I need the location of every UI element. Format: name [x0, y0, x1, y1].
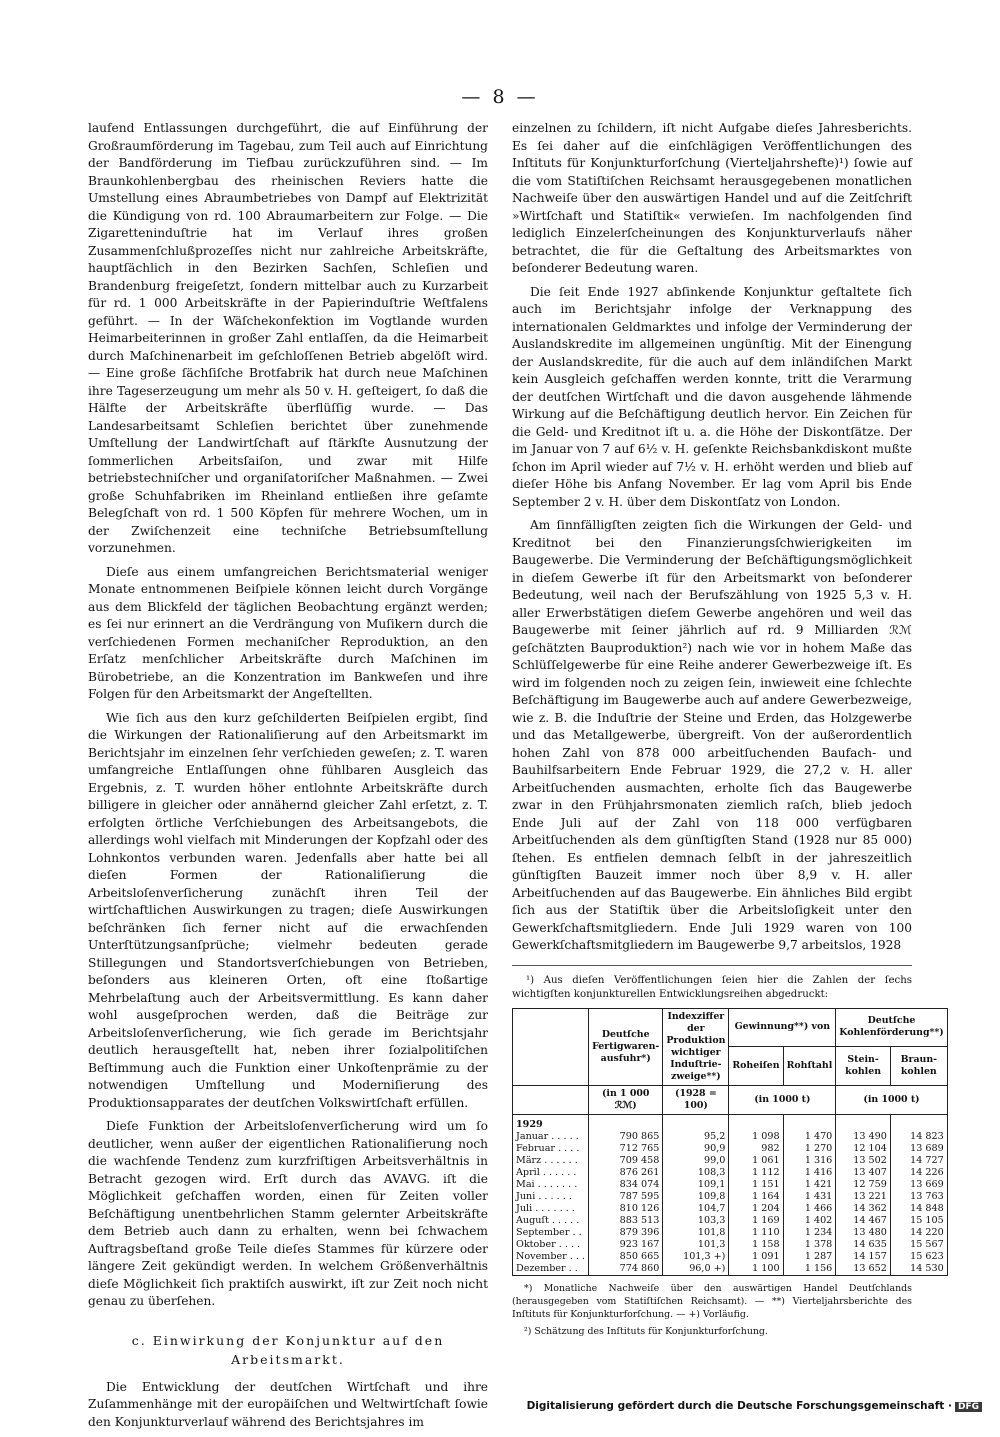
table-cell-rohstahl: 1 402	[783, 1215, 836, 1227]
footnotes	[512, 965, 944, 1338]
left-paragraph-1: laufend Entlassungen durchgeführt, die auf Einführung der Großraumförderung im Tagebau, zum Teil auch auf Einrichtung der Bandförderung im Tiefbau zurückzuführen sind. — Im Braunkohlenbergbau des rheinischen Reviers hatte die Umstellung eines Abraumbetriebes von Dampf auf Elektrizität die Kündigung von rd. 100 Abraumarbeitern zur Folge. — Die Zigaretteninduſtrie hat im Verlauf ihres großen Zusammenſchlußprozeſſes nicht nur zahlreiche Arbeitskräfte, hauptſächlich in den Bezirken Sachſen, Schleſien und Brandenburg freigeſetzt, ſondern mittelbar auch zu Kurzarbeit für rd. 1 000 Arbeitskräfte in der Papierinduſtrie Weſtfalens geführt. — In der Wäſchekonfektion im Vogtlande wurden Heimarbeiterinnen in großer Zahl entlaſſen, da die Heimarbeit durch Maſchinenarbeit im geſchloſſenen Betrieb abgelöſt wird. — Eine große ſächſiſche Brotfabrik hat durch neue Maſchinen ihre Tageserzeugung um mehr als 50 v. H. geſteigert, ſo daß die Hälfte der Arbeitskräfte überflüſſig wurde. — Das Landesarbeitsamt Schleſien berichtet über zunehmende Umſtellung der Landwirtſchaft auf ſtärkſte Ausnutzung der ſommerlichen Arbeitsſaiſon, und zwar mit Hilfe betriebstechniſcher und organiſatoriſcher Maßnahmen. — Zwei große Schuhfabriken im Rheinland entließen ihre geſamte Belegſchaft von rd. 1 500 Köpfen für mehrere Wochen, um in der Zwiſchenzeit eine techniſche Betriebsumſtellung vorzunehmen.	[88, 121, 488, 555]
table-cell-month: April . . . . . .	[513, 1167, 589, 1179]
unit-corner	[513, 1085, 589, 1114]
table-cell-roheisen: 1 169	[729, 1215, 783, 1227]
footnote-1: ¹) Aus dieſen Veröffentlichungen ſeien hier die Zahlen der ſechs wichtigſten konjunkturellen Entwicklungsreihen abgedruckt:	[512, 974, 912, 1000]
table-cell-month: November . . .	[513, 1251, 589, 1263]
table-cell-month: März . . . . . .	[513, 1155, 589, 1167]
table-cell-braun: 13 763	[890, 1191, 947, 1203]
table-corner	[513, 1008, 589, 1085]
right-paragraph-2: Die ſeit Ende 1927 abſinkende Konjunktur geſtaltete ſich auch im Berichtsjahr infolge der Verknappung des internationalen Geldmarktes und infolge der Verminderung der Auslandskredite im allgemeinen ungünſtig. Mit der Einengung der Auslandskredite, für die auch auf dem inländiſchen Markt kein Ausgleich geſchaffen werden konnte, tritt die Verarmung der deutſchen Wirtſchaft und die davon ausgehende lähmende Wirkung auf die Beſchäftigung deutlich hervor. Ein Zeichen für die Geld- und Kreditnot iſt u. a. die Höhe der Diskontſätze. Der im Januar von 7 auf 6½ v. H. geſenkte Reichsbankdiskont mußte ſchon im April wieder auf 7½ v. H. erhöht werden und blieb auf dieſer Höhe bis Anfang November. Er lag vom April bis Ende September 2 v. H. über dem Diskontſatz von London.	[512, 284, 912, 509]
header-index: Indexziffer der Produktion wichtiger Induſtrie-zweige**)	[663, 1008, 729, 1085]
table-cell-rohstahl: 1 316	[783, 1155, 836, 1167]
table-cell-stein: 12 759	[836, 1179, 891, 1191]
table-cell-rohstahl: 1 270	[783, 1143, 836, 1155]
table-cell-index: 109,1	[663, 1179, 729, 1191]
table-cell-rohstahl: 1 421	[783, 1179, 836, 1191]
table-row	[513, 1239, 948, 1251]
table-cell-stein: 13 407	[836, 1167, 891, 1179]
left-paragraph-3: Wie ſich aus den kurz geſchilderten Beiſpielen ergibt, ſind die Wirkungen der Rationaliſierung auf den Arbeitsmarkt im Berichtsjahr im einzelnen ſehr verſchieden geweſen; z. T. waren umfangreiche Entlaſſungen ohne fühlbaren Ausgleich das Ergebnis, z. T. wurden höher entlohnte Arbeitskräfte durch billigere in gleicher oder annähernd gleicher Zahl erſetzt, z. T. erfolgten örtliche Verſchiebungen des Arbeitsangebots, die allerdings wohl vielfach mit Minderungen der Kopfzahl oder des Lohnkontos verbunden waren. Jedenfalls aber hatte bei all dieſen Formen der Rationaliſierung die Arbeitsloſenverſicherung zunächſt ihren Teil der wirtſchaftlichen Auswirkungen zu tragen; dieſe Auswirkungen beſchränken ſich ferner nicht auf die erwachſenden Unterſtützungsanſprüche; vielmehr bedeuten gerade Stillegungen und Standortsverſchiebungen von Betrieben, beſonders aus kleineren Orten, oft eine ſtoßartige Mehrbelaſtung auch der Arbeitsvermittlung. Es kann daher wohl ausgeſprochen werden, daß die Beiträge zur Arbeitsloſenverſicherung, wie ſich gerade im Berichtsjahr deutlich herausgeſtellt hat, neben ihrer ſozialpolitiſchen Beſtimmung auch die Funktion einer Unkoſtenprämie zu der notwendigen Umſtellung und Moderniſierung des Produktionsapparates der deutſchen Volkswirtſchaft erfüllen.	[88, 710, 488, 1110]
header-braunkohlen: Braun-kohlen	[890, 1047, 947, 1086]
header-kohlenfoerderung: Deutſche Kohlenförderung**)	[836, 1008, 947, 1047]
table-cell-ausfuhr: 709 458	[589, 1155, 663, 1167]
table-cell-month: Oktober . . . .	[513, 1239, 589, 1251]
table-row	[513, 1167, 948, 1179]
table-cell-month: Juli . . . . . . .	[513, 1203, 589, 1215]
table-cell-braun: 15 623	[890, 1251, 947, 1263]
page-number: — 8 —	[461, 86, 539, 108]
table-row	[513, 1263, 948, 1276]
table-cell-index: 109,8	[663, 1191, 729, 1203]
table-cell-ausfuhr: 850 665	[589, 1251, 663, 1263]
table-cell-rohstahl: 1 156	[783, 1263, 836, 1276]
table-row	[513, 1143, 948, 1155]
table-cell-stein: 13 221	[836, 1191, 891, 1203]
table-cell-index: 103,3	[663, 1215, 729, 1227]
table-cell-braun: 13 689	[890, 1143, 947, 1155]
table-cell-rohstahl: 1 287	[783, 1251, 836, 1263]
table-cell-month: Dezember . .	[513, 1263, 589, 1276]
table-cell-rohstahl: 1 431	[783, 1191, 836, 1203]
table-cell-month: Januar . . . . .	[513, 1131, 589, 1143]
table-cell-roheisen: 1 110	[729, 1227, 783, 1239]
table-row	[513, 1203, 948, 1215]
footer-credit	[527, 1400, 982, 1412]
table-cell-roheisen: 1 112	[729, 1167, 783, 1179]
table-row	[513, 1251, 948, 1263]
table-cell-index: 95,2	[663, 1131, 729, 1143]
table-row	[513, 1191, 948, 1203]
table-cell-braun: 14 530	[890, 1263, 947, 1276]
table-cell-rohstahl: 1 234	[783, 1227, 836, 1239]
table-cell-month: Auguſt . . . . .	[513, 1215, 589, 1227]
table-row	[513, 1227, 948, 1239]
table-cell-rohstahl: 1 378	[783, 1239, 836, 1251]
right-paragraph-3: Am ſinnfälligſten zeigten ſich die Wirkungen der Geld- und Kreditnot bei den Finanzierungsſchwierigkeiten im Baugewerbe. Die Verminderung der Beſchäftigungsmöglichkeit in dieſem Gewerbe iſt für den Arbeitsmarkt von beſonderer Bedeutung, weil nach der Berufszählung von 1925 5,3 v. H. aller Erwerbstätigen dieſem Gewerbe angehören und weil das Baugewerbe mit ſeiner jährlich auf rd. 9 Milliarden ℛℳ geſchätzten Bauproduktion²) nach wie vor in hohem Maße das Schlüſſelgewerbe für eine Reihe anderer Gewerbezweige iſt. Es wird im folgenden noch zu zeigen ſein, inwieweit eine ſchlechte Beſchäftigung im Baugewerbe auch auf andere Gewerbezweige, wie z. B. die Induſtrie der Steine und Erden, das Holzgewerbe und das Metallgewerbe, übergreift. Von der außerordentlich hohen Zahl von 878 000 arbeitſuchenden Baufach- und Bauhilfsarbeitern Ende Februar 1929, die 27,2 v. H. aller Arbeitſuchenden ausmachten, erholte ſich das Baugewerbe zwar in den Frühjahrsmonaten ziemlich raſch, blieb jedoch Ende Juli auf der Zahl von 118 000 verfügbaren Arbeitſuchenden als dem günſtigſten Stand (1928 nur 85 000) ſtehen. Es entfielen demnach ſelbſt in der jahreszeitlich günſtigſten Bauzeit immer noch über 8,9 v. H. aller Arbeitſuchenden auf das Baugewerbe. Ein ähnliches Bild ergibt ſich aus der Statiſtik über die Arbeitsloſigkeit unter den Gewerkſchaftsmitgliedern. Ende Juli 1929 waren von 100 Gewerkſchaftsmitgliedern im Baugewerbe 9,7 arbeitslos, 1928	[512, 518, 912, 952]
table-cell-month: Juni . . . . . .	[513, 1191, 589, 1203]
table-cell-braun: 13 669	[890, 1179, 947, 1191]
table-cell-index: 101,8	[663, 1227, 729, 1239]
table-cell-ausfuhr: 774 860	[589, 1263, 663, 1276]
table-cell-ausfuhr: 810 126	[589, 1203, 663, 1215]
statistics-table	[512, 1008, 948, 1276]
table-cell-braun: 15 567	[890, 1239, 947, 1251]
table-cell-stein: 13 490	[836, 1131, 891, 1143]
unit-index: (1928 = 100)	[663, 1085, 729, 1114]
table-cell-roheisen: 1 100	[729, 1263, 783, 1276]
footnote-2: ²) Schätzung des Inſtituts für Konjunkturforſchung.	[524, 1325, 768, 1337]
table-year: 1929	[513, 1114, 589, 1131]
left-paragraph-5: Die Entwicklung der deutſchen Wirtſchaft und ihre Zuſammenhänge mit der europäiſchen und Weltwirtſchaft ſowie den Konjunkturverlauf während des Berichtsjahres im	[88, 1379, 488, 1429]
unit-ausfuhr: (in 1 000 ℛℳ)	[589, 1085, 663, 1114]
table-cell-ausfuhr: 876 261	[589, 1167, 663, 1179]
header-roheisen: Roheiſen	[729, 1047, 783, 1086]
table-cell-ausfuhr: 879 396	[589, 1227, 663, 1239]
section-heading: c. Einwirkung der Konjunktur auf den Arbeitsmarkt.	[131, 1332, 445, 1367]
table-cell-index: 90,9	[663, 1143, 729, 1155]
left-paragraph-2: Dieſe aus einem umfangreichen Berichtsmaterial weniger Monate entnommenen Beiſpiele können leicht durch Vorgänge aus dem Blickfeld der täglichen Beobachtung ergänzt werden; es ſei nur erinnert an die Verdrängung von Muſikern durch die verſchiedenen Formen mechaniſcher Reproduktion, an den Erſatz menſchlicher Arbeitskräfte durch Maſchinen im Bürobetriebe, an die Konzentration im Bankweſen und ihre Folgen für den Arbeitsmarkt der Angeſtellten.	[88, 564, 488, 701]
table-cell-index: 96,0 +)	[663, 1263, 729, 1276]
table-cell-ausfuhr: 923 167	[589, 1239, 663, 1251]
table-cell-stein: 13 652	[836, 1263, 891, 1276]
table-cell-stein: 13 480	[836, 1227, 891, 1239]
table-cell-index: 99,0	[663, 1155, 729, 1167]
table-cell-ausfuhr: 834 074	[589, 1179, 663, 1191]
table-cell-braun: 14 848	[890, 1203, 947, 1215]
unit-gewinnung: (in 1000 t)	[729, 1085, 836, 1114]
table-row	[513, 1131, 948, 1143]
header-rohstahl: Rohſtahl	[783, 1047, 836, 1086]
table-cell-month: Mai . . . . . . .	[513, 1179, 589, 1191]
table-row	[513, 1215, 948, 1227]
table-cell-ausfuhr: 712 765	[589, 1143, 663, 1155]
table-cell-rohstahl: 1 416	[783, 1167, 836, 1179]
header-ausfuhr: Deutſche Fertigwaren-ausfuhr*)	[589, 1008, 663, 1085]
table-cell-stein: 14 157	[836, 1251, 891, 1263]
table-cell-month: September . .	[513, 1227, 589, 1239]
unit-kohle: (in 1000 t)	[836, 1085, 947, 1114]
table-cell-roheisen: 1 098	[729, 1131, 783, 1143]
table-cell-braun: 14 220	[890, 1227, 947, 1239]
right-paragraph-1: einzelnen zu ſchildern, iſt nicht Aufgabe dieſes Jahresberichts. Es ſei daher auf die einſchlägigen Veröffentlichungen des Inſtituts für Konjunkturforſchung (Vierteljahrshefte)¹) ſowie auf die vom Statiſtiſchen Reichsamt herausgegebenen monatlichen Nachweiſe über den auswärtigen Handel und auf die Zeitſchrift »Wirtſchaft und Statiſtik« verwieſen. Im nachfolgenden ſind lediglich Einzelerſcheinungen des Konjunkturverlaufs näher betrachtet, die für die Geſtaltung des Arbeitsmarktes von beſonderer Bedeutung waren.	[512, 121, 912, 275]
table-cell-braun: 14 823	[890, 1131, 947, 1143]
header-steinkohlen: Stein-kohlen	[836, 1047, 891, 1086]
table-cell-index: 108,3	[663, 1167, 729, 1179]
table-notes	[512, 1282, 912, 1338]
table-cell-roheisen: 1 061	[729, 1155, 783, 1167]
table-cell-index: 104,7	[663, 1203, 729, 1215]
table-cell-rohstahl: 1 466	[783, 1203, 836, 1215]
table-cell-stein: 14 467	[836, 1215, 891, 1227]
table-cell-roheisen: 1 164	[729, 1191, 783, 1203]
table-cell-roheisen: 1 091	[729, 1251, 783, 1263]
dfg-logo: DFG	[955, 1402, 982, 1412]
table-cell-roheisen: 982	[729, 1143, 783, 1155]
table-cell-index: 101,3	[663, 1239, 729, 1251]
table-cell-braun: 14 727	[890, 1155, 947, 1167]
table-cell-ausfuhr: 787 595	[589, 1191, 663, 1203]
table-row	[513, 1179, 948, 1191]
left-column	[88, 120, 488, 1437]
table-row	[513, 1155, 948, 1167]
table-cell-braun: 14 226	[890, 1167, 947, 1179]
table-cell-rohstahl: 1 470	[783, 1131, 836, 1143]
table-cell-roheisen: 1 204	[729, 1203, 783, 1215]
left-paragraph-4: Dieſe Funktion der Arbeitsloſenverſicherung wird um ſo deutlicher, wenn außer der eigentlichen Rationaliſierung noch die wachſende Tendenz zum kurzfriſtigen Arbeitsverhältnis in Betracht gezogen wird. Erſt durch das AVAVG. iſt die Möglichkeit geſchaffen worden, einen für Zeiten voller Beſchäftigung unentbehrlichen Stamm gelernter Arbeitskräfte dem Betrieb auch dann zu erhalten, wenn bei ſchwachem Auftragsbeſtand große Teile dieſes Stammes für kürzere oder längere Zeit gekündigt werden. In welchem Größenverhältnis dieſe Möglichkeit ſich praktiſch auswirkt, iſt zur Zeit noch nicht genau zu überſehen.	[88, 1119, 488, 1308]
table-cell-roheisen: 1 158	[729, 1239, 783, 1251]
table-cell-stein: 14 362	[836, 1203, 891, 1215]
right-column	[512, 120, 944, 1342]
table-cell-month: Februar . . . .	[513, 1143, 589, 1155]
table-cell-index: 101,3 +)	[663, 1251, 729, 1263]
table-cell-roheisen: 1 151	[729, 1179, 783, 1191]
table-cell-stein: 14 635	[836, 1239, 891, 1251]
header-gewinnung: Gewinnung**) von	[729, 1008, 836, 1047]
table-cell-ausfuhr: 790 865	[589, 1131, 663, 1143]
table-cell-ausfuhr: 883 513	[589, 1215, 663, 1227]
table-note: *) Monatliche Nachweiſe über den auswärtigen Handel Deutſchlands (herausgegeben vom Statiſtiſchen Reichsamt). — **) Vierteljahrsberichte des Inſtituts für Konjunkturforſchung. — +) Vorläufig.	[512, 1282, 912, 1320]
footer-text: Digitalisierung gefördert durch die Deutsche Forschungsgemeinschaft ·	[526, 1400, 952, 1412]
table-cell-stein: 13 502	[836, 1155, 891, 1167]
table-cell-braun: 15 105	[890, 1215, 947, 1227]
table-cell-stein: 12 104	[836, 1143, 891, 1155]
